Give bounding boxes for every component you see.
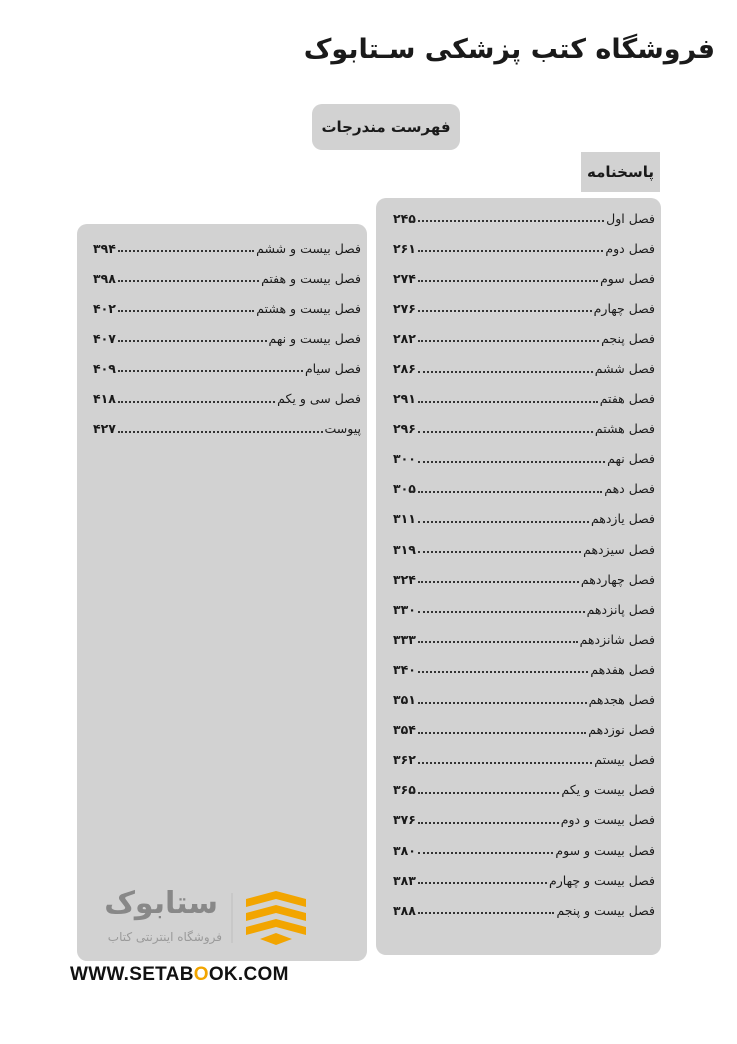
logo-divider — [231, 893, 233, 943]
toc-panel-right — [376, 198, 661, 955]
toc-entry-title: پیوست — [324, 421, 361, 437]
toc-entry-title: فصل بیست و پنجم — [556, 902, 655, 918]
toc-entry-page: ۲۷۶ — [393, 300, 416, 316]
toc-entry[interactable] — [393, 534, 655, 564]
toc-entry-page: ۲۷۴ — [393, 270, 416, 286]
toc-entry-page: ۳۵۴ — [393, 722, 416, 738]
toc-entry[interactable] — [393, 715, 655, 745]
toc-entry-page: ۳۸۰ — [393, 842, 416, 858]
toc-entry-title: فصل پنجم — [601, 330, 655, 346]
toc-heading — [312, 104, 460, 150]
toc-entry-title: فصل سی و یکم — [277, 391, 361, 407]
toc-heading-label: فهرست مندرجات — [321, 118, 451, 136]
toc-entry[interactable] — [393, 444, 655, 474]
toc-entry-page: ۳۴۰ — [393, 661, 416, 677]
toc-entry-page: ۲۹۶ — [393, 421, 416, 437]
toc-entry[interactable] — [93, 383, 361, 413]
toc-entry-page: ۳۲۴ — [393, 571, 416, 587]
dot-leader — [118, 431, 323, 433]
toc-entry[interactable] — [393, 895, 655, 925]
dot-leader — [418, 882, 547, 884]
toc-entry-page: ۲۸۶ — [393, 361, 416, 377]
toc-entry-page: ۲۹۱ — [393, 391, 416, 407]
dot-leader — [418, 310, 592, 312]
toc-entry[interactable] — [393, 263, 655, 293]
toc-entry[interactable] — [393, 233, 655, 263]
toc-entry-page: ۳۳۳ — [393, 631, 416, 647]
toc-entry-page: ۳۰۰ — [393, 451, 416, 467]
dot-leader — [418, 702, 587, 704]
site-url-part1: WWW.SETAB — [70, 964, 194, 985]
toc-entry-title: فصل چهاردهم — [580, 571, 655, 587]
dot-leader — [118, 280, 259, 282]
toc-entry-title: فصل دهم — [604, 481, 655, 497]
toc-entry[interactable] — [393, 865, 655, 895]
toc-entry[interactable] — [393, 654, 655, 684]
toc-entry-title: فصل سیام — [304, 360, 361, 376]
toc-entry-page: ۴۰۹ — [93, 360, 116, 376]
store-title: فروشگاه کتب پزشکی سـتابوک — [303, 34, 715, 65]
dot-leader — [418, 611, 585, 613]
toc-entry-page: ۳۹۴ — [93, 240, 116, 256]
toc-entry[interactable] — [393, 624, 655, 654]
dot-leader — [418, 732, 586, 734]
dot-leader — [418, 671, 588, 673]
dot-leader — [418, 581, 579, 583]
toc-entry-title: فصل پانزدهم — [586, 601, 655, 617]
toc-entry[interactable] — [93, 323, 361, 353]
dot-leader — [418, 461, 605, 463]
toc-entry[interactable] — [93, 293, 361, 323]
toc-entry-title: فصل هفدهم — [590, 661, 655, 677]
dot-leader — [418, 792, 559, 794]
dot-leader — [418, 852, 554, 854]
toc-entry-title: فصل یازدهم — [590, 511, 655, 527]
toc-entry[interactable] — [93, 353, 361, 383]
dot-leader — [418, 822, 559, 824]
toc-entry-title: فصل هفتم — [599, 391, 655, 407]
toc-entry[interactable] — [393, 474, 655, 504]
toc-entry-page: ۳۹۸ — [93, 270, 116, 286]
toc-entry-title: فصل بیست و هفتم — [261, 270, 361, 286]
dot-leader — [418, 280, 598, 282]
toc-entry-page: ۳۷۶ — [393, 812, 416, 828]
toc-entry-title: فصل بیستم — [594, 752, 655, 768]
dot-leader — [418, 371, 593, 373]
toc-entry-title: فصل هشتم — [594, 421, 655, 437]
dot-leader — [418, 551, 581, 553]
toc-entry-title: فصل بیست و دوم — [560, 812, 655, 828]
toc-entry-page: ۳۰۵ — [393, 481, 416, 497]
toc-list-left — [93, 233, 361, 444]
toc-entry[interactable] — [393, 353, 655, 383]
toc-entry-title: فصل سیزدهم — [583, 541, 655, 557]
site-url-part2: OK.COM — [208, 964, 289, 985]
toc-entry-page: ۳۸۳ — [393, 872, 416, 888]
toc-entry-title: فصل نوزدهم — [588, 722, 655, 738]
toc-entry-title: فصل هجدهم — [588, 692, 655, 708]
toc-entry[interactable] — [393, 564, 655, 594]
toc-entry[interactable] — [93, 233, 361, 263]
toc-entry[interactable] — [393, 835, 655, 865]
answer-section-label: پاسخنامه — [587, 163, 654, 181]
toc-entry[interactable] — [93, 263, 361, 293]
toc-entry[interactable] — [393, 504, 655, 534]
toc-entry[interactable] — [393, 384, 655, 414]
toc-entry-title: فصل چهارم — [593, 300, 655, 316]
book-stack-icon — [242, 889, 310, 947]
toc-entry-page: ۳۵۱ — [393, 692, 416, 708]
dot-leader — [418, 340, 599, 342]
dot-leader — [118, 401, 275, 403]
logo-tagline: فروشگاه اینترنتی کتاب — [107, 930, 222, 944]
dot-leader — [418, 912, 555, 914]
toc-entry-title: فصل بیست و هشتم — [256, 300, 361, 316]
dot-leader — [118, 310, 254, 312]
answer-section-tab — [581, 152, 660, 192]
toc-entry-page: ۳۱۹ — [393, 541, 416, 557]
toc-entry[interactable] — [393, 414, 655, 444]
dot-leader — [118, 370, 303, 372]
logo-wordmark: ستابوک — [104, 886, 218, 921]
dot-leader — [418, 220, 604, 222]
toc-entry-page: ۴۰۷ — [93, 330, 116, 346]
dot-leader — [418, 641, 578, 643]
toc-entry-page: ۲۸۲ — [393, 330, 416, 346]
dot-leader — [418, 401, 598, 403]
dot-leader — [418, 491, 602, 493]
site-url-accent: O — [193, 964, 209, 985]
setabook-logo — [70, 885, 310, 955]
toc-entry-page: ۴۱۸ — [93, 391, 116, 407]
dot-leader — [418, 431, 593, 433]
toc-entry-title: فصل نهم — [607, 451, 655, 467]
toc-entry-page: ۳۶۲ — [393, 752, 416, 768]
toc-entry-page: ۴۲۷ — [93, 421, 116, 437]
toc-entry-title: فصل اول — [606, 210, 655, 226]
toc-entry[interactable] — [393, 594, 655, 624]
toc-entry-title: فصل بیست و نهم — [268, 330, 361, 346]
toc-entry[interactable] — [393, 775, 655, 805]
toc-entry-page: ۳۳۰ — [393, 601, 416, 617]
toc-entry-title: فصل بیست و یکم — [561, 782, 655, 798]
toc-entry[interactable] — [393, 685, 655, 715]
toc-entry[interactable] — [393, 805, 655, 835]
toc-entry-title: فصل بیست و چهارم — [549, 872, 655, 888]
toc-panel-left — [77, 224, 367, 961]
dot-leader — [418, 762, 592, 764]
toc-entry[interactable] — [393, 293, 655, 323]
toc-entry-page: ۳۶۵ — [393, 782, 416, 798]
toc-entry-page: ۲۶۱ — [393, 240, 416, 256]
dot-leader — [118, 340, 267, 342]
toc-entry[interactable] — [93, 414, 361, 444]
toc-list-right — [393, 203, 655, 925]
dot-leader — [118, 250, 254, 252]
dot-leader — [418, 250, 604, 252]
toc-entry-title: فصل دوم — [605, 240, 655, 256]
toc-entry-page: ۲۴۵ — [393, 210, 416, 226]
toc-entry-title: فصل سوم — [600, 270, 655, 286]
toc-entry-title: فصل ششم — [594, 361, 655, 377]
site-url[interactable] — [70, 964, 289, 986]
dot-leader — [418, 521, 589, 523]
toc-entry-title: فصل بیست و ششم — [256, 240, 361, 256]
toc-entry-page: ۴۰۲ — [93, 300, 116, 316]
toc-entry[interactable] — [393, 745, 655, 775]
toc-entry-page: ۳۱۱ — [393, 511, 416, 527]
toc-entry-page: ۳۸۸ — [393, 902, 416, 918]
toc-entry[interactable] — [393, 203, 655, 233]
toc-entry[interactable] — [393, 323, 655, 353]
toc-entry-title: فصل بیست و سوم — [555, 842, 655, 858]
toc-entry-title: فصل شانزدهم — [579, 631, 655, 647]
